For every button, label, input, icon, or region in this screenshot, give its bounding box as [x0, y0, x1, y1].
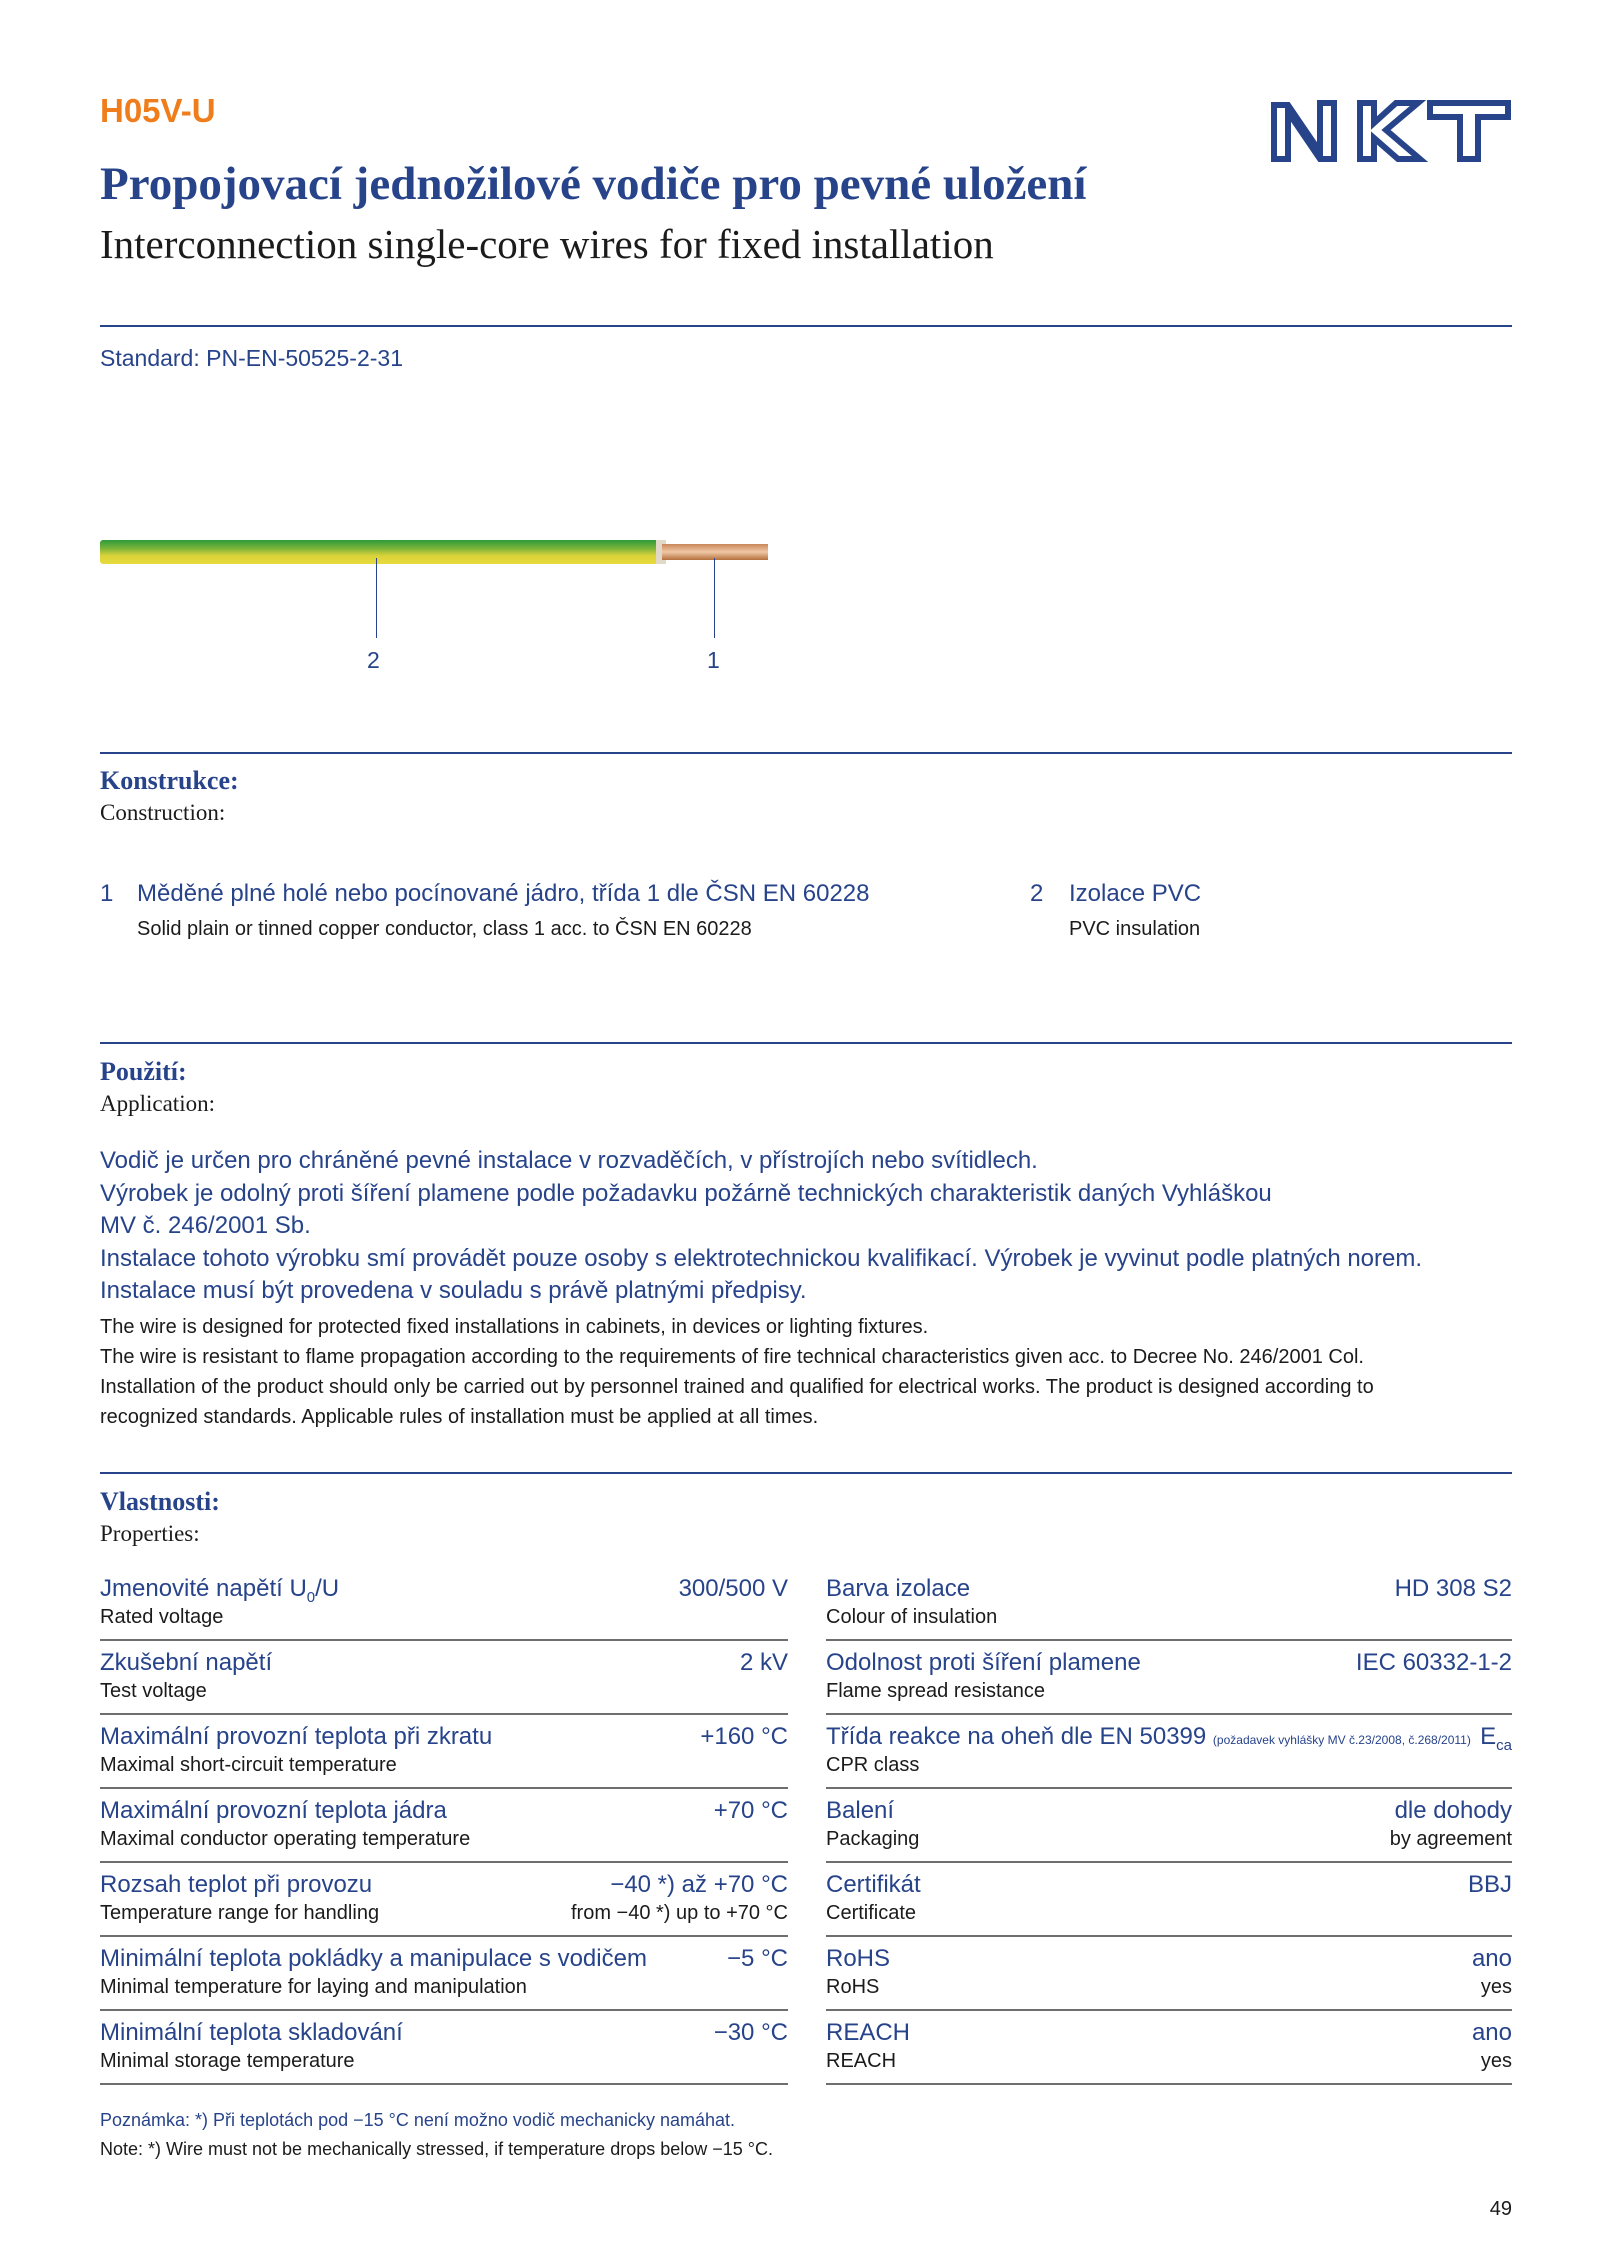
- wire-illustration: [100, 538, 770, 568]
- application-line-en: The wire is resistant to flame propagation according to the requirements of fire technical characteristics given acc. to Decree No. 246/2001 Col.: [100, 1346, 1364, 1368]
- property-label-en: REACH: [826, 2050, 897, 2072]
- property-value: BBJ: [1467, 1871, 1512, 1898]
- property-row: [826, 2011, 1512, 2085]
- property-value-en: by agreement: [1389, 1828, 1512, 1850]
- property-label-en: Packaging: [826, 1828, 920, 1850]
- property-value-en: yes: [1480, 1976, 1512, 1998]
- property-row: [100, 1937, 788, 2011]
- property-label-cz: Minimální teplota skladování: [100, 2019, 403, 2046]
- callout-1: 1: [707, 647, 720, 673]
- application-line-cz: MV č. 246/2001 Sb.: [100, 1212, 311, 1239]
- application-heading-cz: Použití:: [100, 1057, 187, 1086]
- property-label-en: Temperature range for handling: [100, 1902, 380, 1924]
- property-value: HD 308 S2: [1394, 1575, 1512, 1602]
- property-value: ano: [1471, 2019, 1512, 2046]
- application-text-cz: [100, 1145, 1520, 1308]
- product-code: H05V-U: [100, 92, 216, 129]
- application-line-en: Installation of the product should only be carried out by personnel trained and qualified for electrical works. The product is designed according to: [100, 1376, 1374, 1398]
- nkt-logo: [1270, 100, 1512, 162]
- property-label-cz: Rozsah teplot při provozu: [100, 1871, 373, 1898]
- property-row: [100, 1789, 788, 1863]
- properties-rule: [100, 1472, 1512, 1474]
- property-row: [100, 1715, 788, 1789]
- property-value: ano: [1471, 1945, 1512, 1972]
- construction-rule: [100, 752, 1512, 754]
- property-label-cz: Certifikát: [826, 1871, 921, 1898]
- application-line-cz: Vodič je určen pro chráněné pevné instalace v rozvaděčích, v přístrojích nebo svítidlech.: [100, 1147, 1038, 1174]
- property-label-cz: Barva izolace: [826, 1575, 971, 1602]
- construction-item-number: 2: [1030, 880, 1044, 907]
- property-label-en: Minimal temperature for laying and manipulation: [100, 1976, 527, 1998]
- property-label-cz: Zkušební napětí: [100, 1649, 273, 1676]
- property-value-en: yes: [1480, 2050, 1512, 2072]
- footnote-cz: Poznámka: *) Při teplotách pod −15 °C není možno vodič mechanicky namáhat.: [100, 2110, 736, 2130]
- property-row: [826, 1567, 1512, 1641]
- callout-2: 2: [367, 647, 380, 673]
- property-label-en: Minimal storage temperature: [100, 2050, 355, 2072]
- property-label-en: CPR class: [826, 1754, 920, 1776]
- property-label-en: Colour of insulation: [826, 1606, 998, 1628]
- application-line-en: recognized standards. Applicable rules of installation must be applied at all times.: [100, 1406, 819, 1428]
- property-label-en: Maximal short-circuit temperature: [100, 1754, 397, 1776]
- property-value: 2 kV: [739, 1649, 788, 1676]
- property-value: IEC 60332-1-2: [1355, 1649, 1512, 1676]
- property-value: −40 *) až +70 °C: [610, 1871, 788, 1898]
- construction-item-cz: Měděné plné holé nebo pocínované jádro, třída 1 dle ČSN EN 60228: [137, 880, 870, 907]
- application-rule: [100, 1042, 1512, 1044]
- property-row: [826, 1863, 1512, 1937]
- application-heading-en: Application:: [100, 1091, 215, 1116]
- property-value: dle dohody: [1394, 1797, 1512, 1824]
- property-label-en: Test voltage: [100, 1680, 207, 1702]
- property-label-en: RoHS: [826, 1976, 880, 1998]
- property-label-cz: Minimální teplota pokládky a manipulace s vodičem: [100, 1945, 647, 1972]
- callout-leader-1: [714, 558, 715, 638]
- application-line-en: The wire is designed for protected fixed installations in cabinets, in devices or lighting fixtures.: [100, 1316, 929, 1338]
- construction-heading-cz: Konstrukce:: [100, 766, 239, 795]
- construction-item-number: 1: [100, 880, 114, 907]
- property-value-en: from −40 *) up to +70 °C: [570, 1902, 788, 1924]
- property-value: −5 °C: [727, 1945, 788, 1972]
- property-value: $E_{ca}$: [1480, 1723, 1512, 1754]
- property-value: +160 °C: [700, 1723, 788, 1750]
- property-label-cz: Maximální provozní teplota jádra: [100, 1797, 447, 1824]
- property-label-en: Rated voltage: [100, 1606, 224, 1628]
- property-label-cz: RoHS: [826, 1945, 891, 1972]
- property-label-cz: REACH: [826, 2019, 911, 2046]
- property-label-cz: Balení: [826, 1797, 895, 1824]
- header-rule: [100, 325, 1512, 327]
- property-value: +70 °C: [713, 1797, 788, 1824]
- property-row: [826, 1641, 1512, 1715]
- property-value: 300/500 V: [678, 1575, 788, 1602]
- property-row: [826, 1715, 1512, 1789]
- construction-item-cz: Izolace PVC: [1069, 880, 1202, 907]
- property-row: [100, 1641, 788, 1715]
- application-text-en: [100, 1312, 1520, 1432]
- application-line-cz: Instalace tohoto výrobku smí provádět pouze osoby s elektrotechnickou kvalifikací. Výrobek je vyvinut podle platných norem.: [100, 1244, 1423, 1272]
- property-label-cz: Maximální provozní teplota při zkratu: [100, 1723, 493, 1750]
- page-title-en: Interconnection single-core wires for fixed installation: [100, 221, 994, 267]
- page-number: 49: [1489, 2198, 1512, 2220]
- property-row: [100, 1863, 788, 1937]
- property-row: [826, 1937, 1512, 2011]
- standard-label: Standard: PN-EN-50525-2-31: [100, 345, 403, 371]
- property-label-en: Maximal conductor operating temperature: [100, 1828, 471, 1850]
- properties-heading-cz: Vlastnosti:: [100, 1487, 220, 1516]
- property-label-note: (požadavek vyhlášky MV č.23/2008, č.268/2011): [1212, 1733, 1471, 1747]
- construction-item-en: Solid plain or tinned copper conductor, class 1 acc. to ČSN EN 60228: [137, 918, 752, 940]
- application-line-cz: Výrobek je odolný proti šíření plamene podle požadavku požárně technických charakteristik daných Vyhláškou: [100, 1179, 1272, 1207]
- property-label-cz: Odolnost proti šíření plamene: [826, 1649, 1141, 1676]
- property-row: [826, 1789, 1512, 1863]
- application-line-cz: Instalace musí být provedena v souladu s právě platnými předpisy.: [100, 1277, 807, 1304]
- property-row: [100, 1567, 788, 1641]
- callout-leader-2: [376, 558, 377, 638]
- property-label-en: Flame spread resistance: [826, 1680, 1045, 1702]
- property-row: [100, 2011, 788, 2085]
- property-label-cz: Třída reakce na oheň dle EN 50399 (požadavek vyhlášky MV č.23/2008, č.268/2011): [826, 1723, 1471, 1750]
- properties-heading-en: Properties:: [100, 1521, 200, 1546]
- construction-item-en: PVC insulation: [1069, 918, 1201, 940]
- construction-heading-en: Construction:: [100, 800, 226, 825]
- property-label-cz: Jmenovité napětí $U_0/U$: [100, 1575, 340, 1606]
- page-title-cz: Propojovací jednožilové vodiče pro pevné uložení: [100, 158, 1087, 210]
- property-label-en: Certificate: [826, 1902, 917, 1924]
- footnote-en: Note: *) Wire must not be mechanically stressed, if temperature drops below −15 °C.: [100, 2139, 773, 2159]
- property-value: −30 °C: [713, 2019, 788, 2046]
